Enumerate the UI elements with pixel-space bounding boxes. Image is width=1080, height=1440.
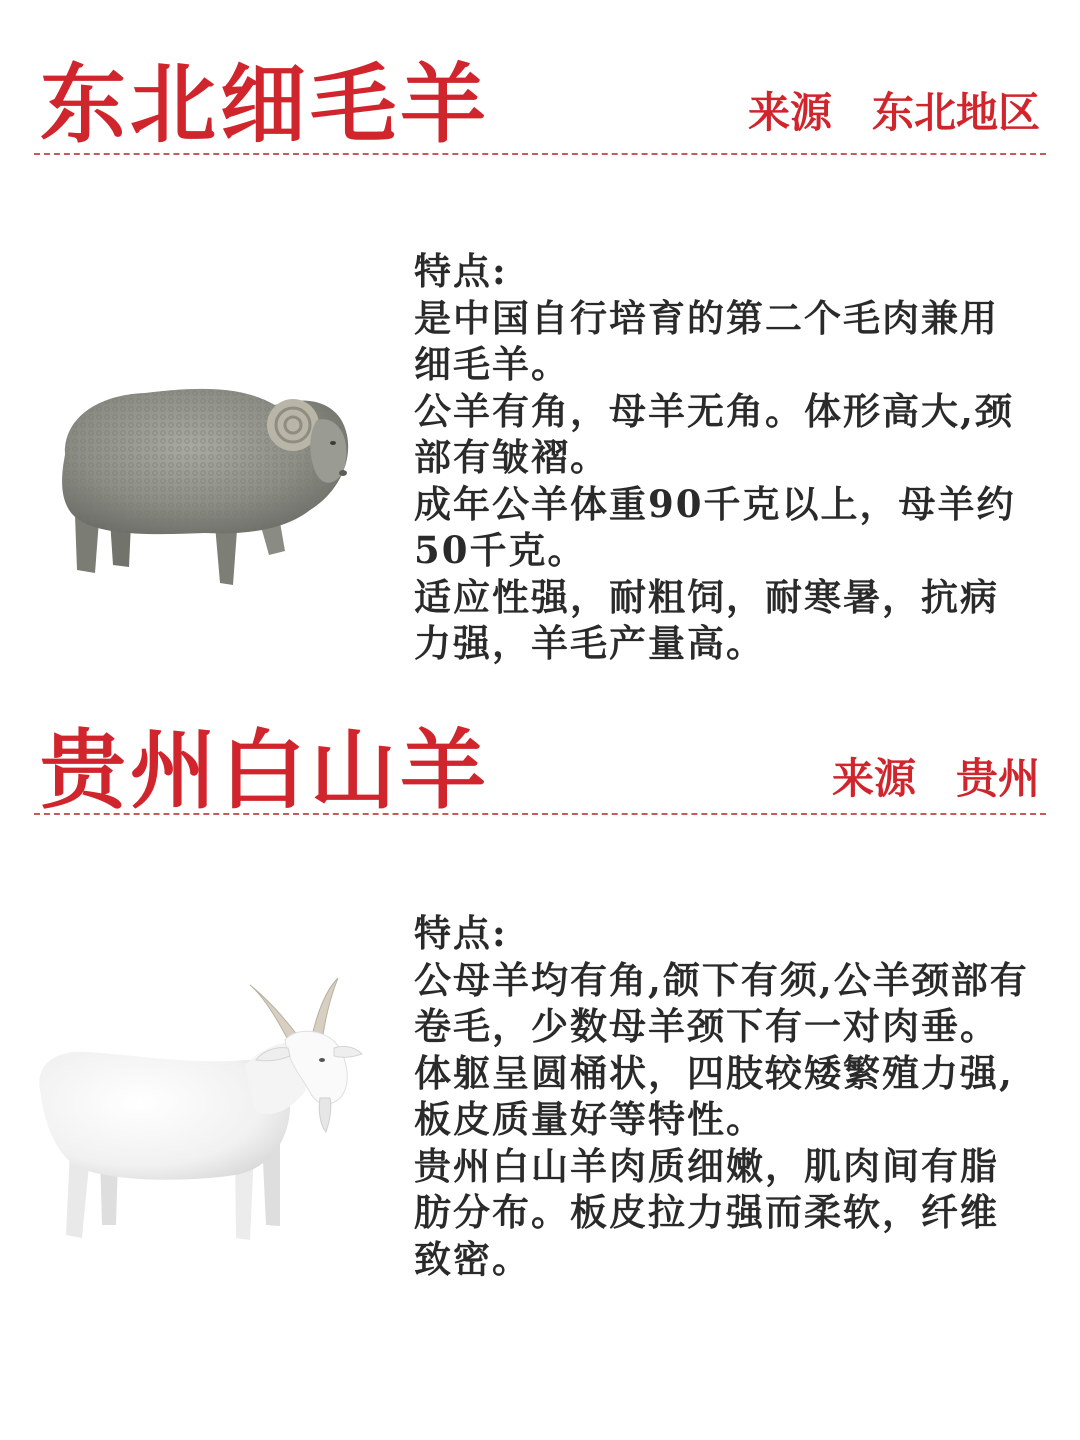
section-divider <box>34 813 1046 815</box>
source-value: 贵州 <box>955 754 1040 803</box>
merino-sheep-image <box>55 365 355 590</box>
feature-item: 成年公羊体重90千克以上，母羊约50千克。 <box>414 481 1016 572</box>
breed-title: 东北细毛羊 <box>40 54 490 155</box>
source-label: 来源 <box>747 88 832 137</box>
breed-section-guizhou-white-goat <box>0 700 1080 1440</box>
section-divider <box>34 153 1046 155</box>
source-label: 来源 <box>831 754 916 803</box>
feature-item: 是中国自行培育的第二个毛肉兼用细毛羊。 <box>414 295 999 386</box>
features-text <box>414 910 1034 1282</box>
features-heading: 特点: <box>414 249 508 293</box>
features-text <box>414 248 1034 667</box>
feature-item: 体躯呈圆桶状，四肢较矮繁殖力强,板皮质量好等特性。 <box>414 1050 1014 1141</box>
feature-item: 适应性强，耐粗饲，耐寒暑，抗病力强，羊毛产量高。 <box>414 574 999 665</box>
feature-item: 公羊有角，母羊无角。体形高大,颈部有皱褶。 <box>414 388 1014 479</box>
features-heading: 特点: <box>414 911 508 955</box>
breed-source <box>831 754 1040 803</box>
feature-item: 公母羊均有角,颌下有须,公羊颈部有卷毛，少数母羊颈下有一对肉垂。 <box>414 957 1029 1048</box>
breed-section-northeast-merino <box>0 0 1080 700</box>
breed-title: 贵州白山羊 <box>40 720 490 821</box>
feature-item: 贵州白山羊肉质细嫩，肌肉间有脂肪分布。板皮拉力强而柔软，纤维致密。 <box>414 1143 999 1281</box>
source-value: 东北地区 <box>871 88 1040 137</box>
white-goat-image <box>30 970 370 1260</box>
breed-source <box>747 88 1040 137</box>
